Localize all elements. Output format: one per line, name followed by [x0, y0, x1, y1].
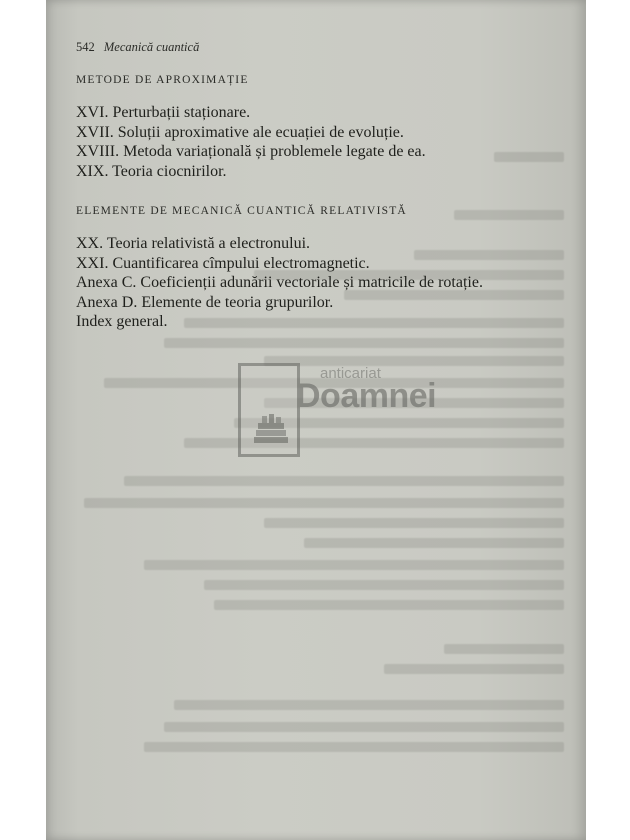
chapter-list-approximation — [76, 103, 426, 181]
chapter-entry: Anexa C. Coeficienții adunării vectoriale și matricile de rotație. — [76, 274, 483, 291]
section-title-relativistic: ELEMENTE DE MECANICĂ CUANTICĂ RELATIVISTĂ — [76, 205, 407, 217]
running-title: Mecanică cuantică — [103, 40, 200, 54]
section-title-approximation: METODE DE APROXIMAȚIE — [76, 74, 249, 86]
chapter-entry: XIX. Teoria ciocnirilor. — [76, 162, 227, 180]
chapter-entry: Anexa D. Elemente de teoria grupurilor. — [76, 293, 334, 311]
running-header — [76, 40, 199, 55]
chapter-entry: XXI. Cuantificarea cîmpului electromagnetic. — [76, 254, 370, 272]
chapter-entry: XVIII. Metoda variațională și problemele legate de ea. — [76, 143, 426, 160]
chapter-list-relativistic — [76, 234, 483, 332]
chapter-entry: XVI. Perturbații staționare. — [76, 104, 251, 121]
books-icon — [252, 411, 292, 451]
page-number: 542 — [76, 40, 95, 54]
chapter-entry: Index general. — [76, 313, 168, 330]
watermark-logo — [238, 363, 437, 461]
watermark-line2: Doamnei — [296, 377, 437, 415]
chapter-entry: XVII. Soluții aproximative ale ecuației de evoluție. — [76, 123, 404, 141]
watermark-line1: anticariat — [320, 365, 381, 382]
chapter-entry: XX. Teoria relativistă a electronului. — [76, 235, 311, 252]
